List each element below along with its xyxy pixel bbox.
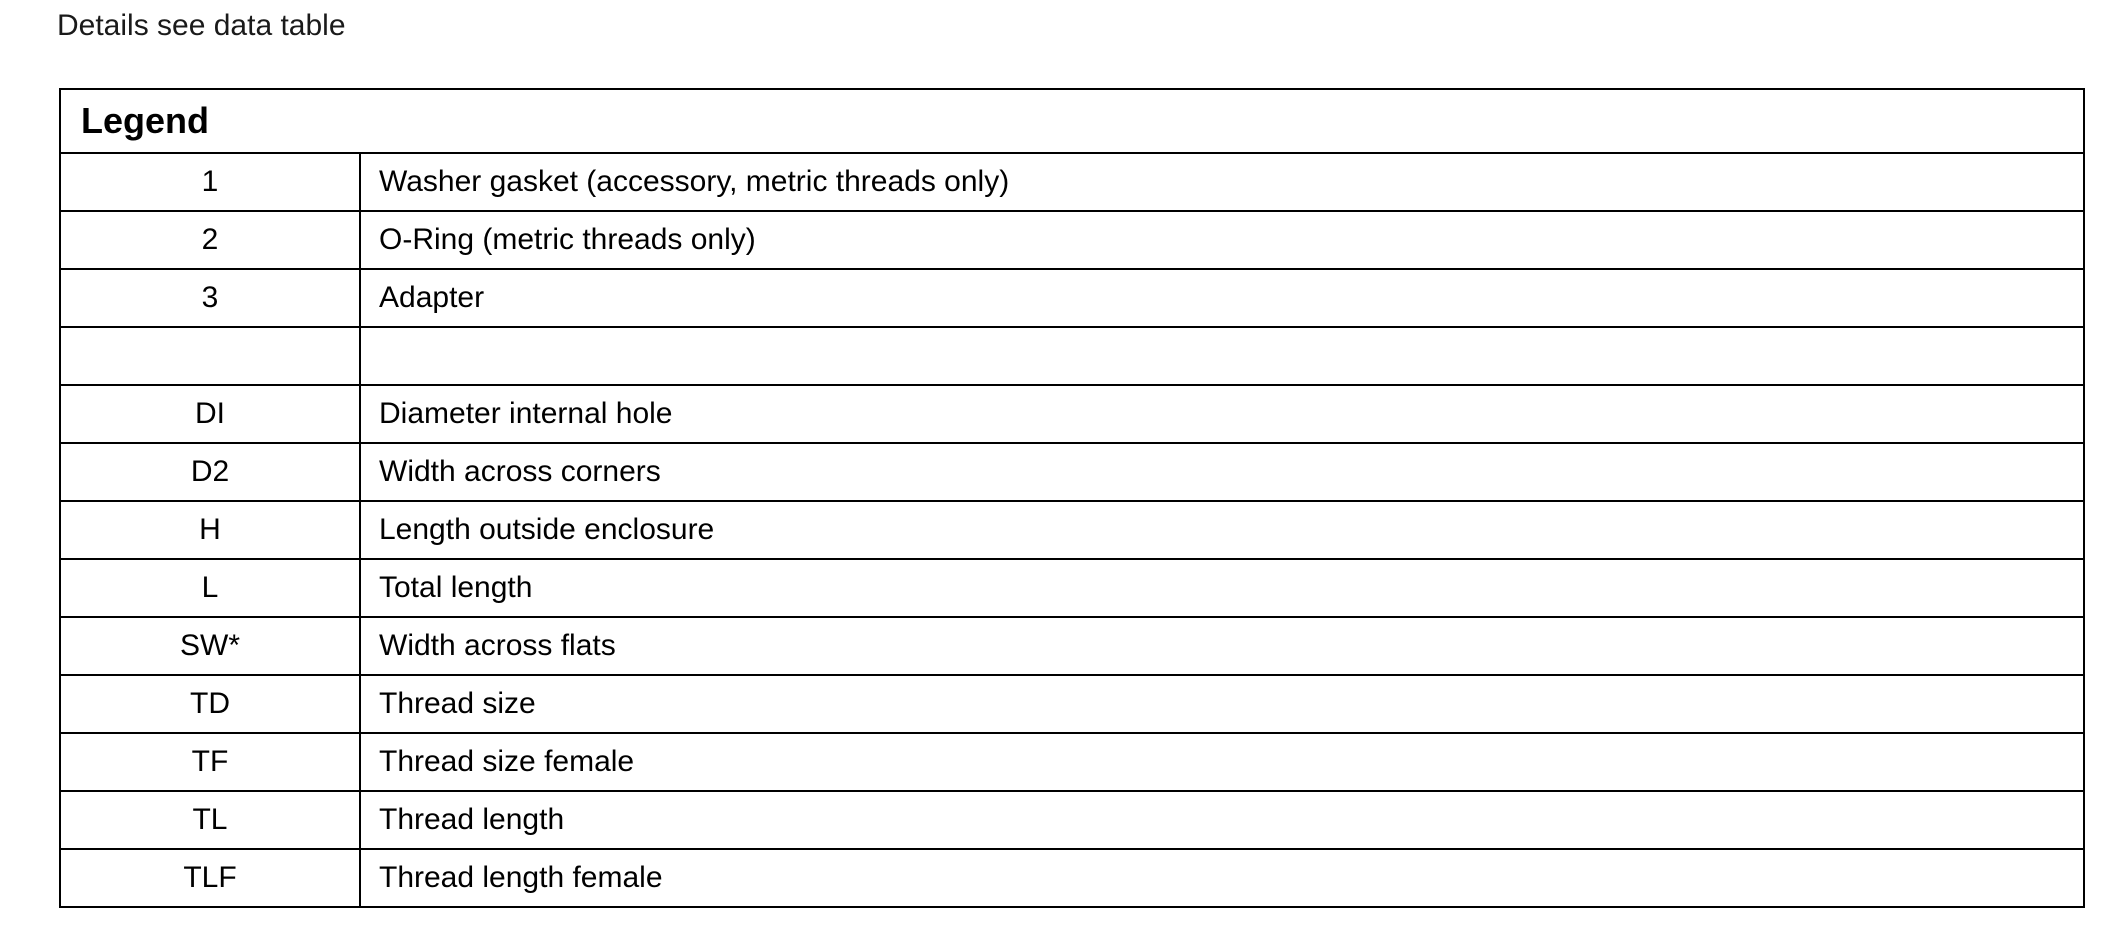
- legend-key: TL: [60, 791, 360, 849]
- legend-key: [60, 327, 360, 385]
- table-row: [60, 733, 2084, 791]
- legend-description: Thread size female: [360, 733, 2084, 791]
- legend-description: Width across flats: [360, 617, 2084, 675]
- legend-key: L: [60, 559, 360, 617]
- table-row: [60, 675, 2084, 733]
- table-row: [60, 501, 2084, 559]
- legend-description: Diameter internal hole: [360, 385, 2084, 443]
- table-row: [60, 211, 2084, 269]
- legend-key: DI: [60, 385, 360, 443]
- legend-key: 3: [60, 269, 360, 327]
- table-row: [60, 327, 2084, 385]
- table-row: [60, 385, 2084, 443]
- legend-key: 1: [60, 153, 360, 211]
- legend-key: 2: [60, 211, 360, 269]
- table-row: [60, 269, 2084, 327]
- legend-description: Washer gasket (accessory, metric threads only): [360, 153, 2084, 211]
- legend-description: Thread length female: [360, 849, 2084, 907]
- legend-table: [59, 88, 2085, 908]
- legend-description: Adapter: [360, 269, 2084, 327]
- legend-description: Width across corners: [360, 443, 2084, 501]
- table-row: [60, 443, 2084, 501]
- legend-key: SW*: [60, 617, 360, 675]
- legend-title: Legend: [60, 89, 2084, 153]
- table-row: [60, 617, 2084, 675]
- legend-description: Length outside enclosure: [360, 501, 2084, 559]
- table-row: [60, 153, 2084, 211]
- legend-key: H: [60, 501, 360, 559]
- legend-key: TD: [60, 675, 360, 733]
- legend-table-header-row: [60, 89, 2084, 153]
- legend-key: TF: [60, 733, 360, 791]
- legend-table-body: [60, 89, 2084, 907]
- legend-description: [360, 327, 2084, 385]
- legend-description: Thread size: [360, 675, 2084, 733]
- legend-description: Total length: [360, 559, 2084, 617]
- legend-description: Thread length: [360, 791, 2084, 849]
- legend-key: TLF: [60, 849, 360, 907]
- table-row: [60, 849, 2084, 907]
- intro-note: Details see data table: [57, 9, 346, 42]
- legend-description: O-Ring (metric threads only): [360, 211, 2084, 269]
- table-row: [60, 559, 2084, 617]
- table-row: [60, 791, 2084, 849]
- legend-key: D2: [60, 443, 360, 501]
